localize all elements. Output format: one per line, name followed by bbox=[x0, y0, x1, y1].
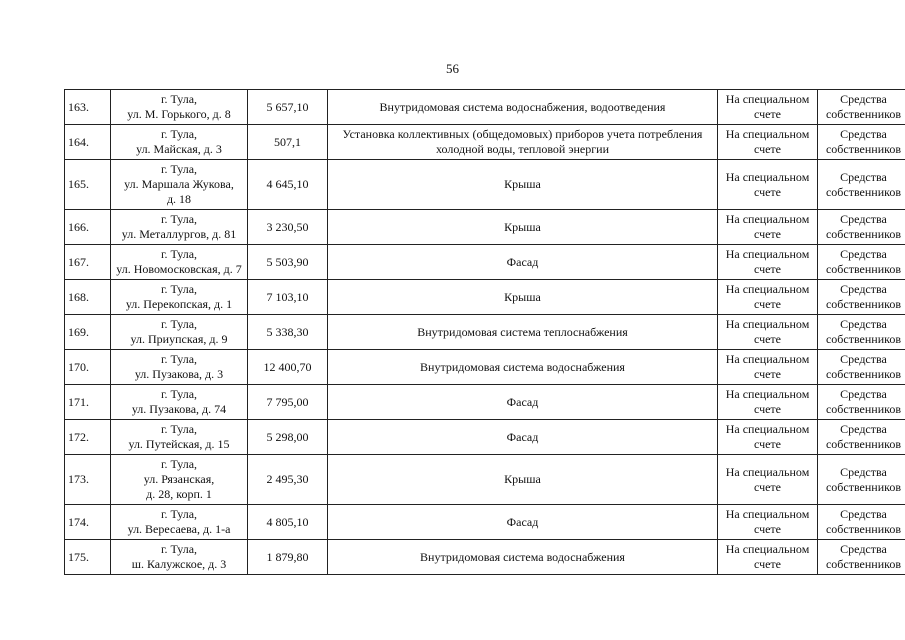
account-text: На специальном счете bbox=[725, 542, 810, 571]
row-number-text: 173. bbox=[68, 472, 89, 486]
account-text: На специальном счете bbox=[725, 212, 810, 241]
cost-cell bbox=[248, 420, 328, 455]
address-cell bbox=[111, 540, 248, 575]
address-cell bbox=[111, 245, 248, 280]
address-line: ул. Приупская, д. 9 bbox=[130, 332, 228, 346]
row-number bbox=[65, 90, 111, 125]
funding-source-text: Средства собственников bbox=[825, 127, 902, 156]
table-row bbox=[65, 210, 905, 245]
funding-source-cell bbox=[818, 315, 905, 350]
address-cell bbox=[111, 505, 248, 540]
cost-value: 3 230,50 bbox=[266, 219, 309, 234]
funding-source-cell bbox=[818, 540, 905, 575]
cost-value: 12 400,70 bbox=[263, 359, 312, 374]
cost-cell bbox=[248, 315, 328, 350]
cost-value: 4 645,10 bbox=[266, 177, 309, 191]
row-number bbox=[65, 455, 111, 505]
table-row bbox=[65, 160, 905, 210]
repair-registry-table bbox=[64, 89, 905, 575]
account-cell bbox=[718, 210, 818, 245]
account-cell bbox=[718, 160, 818, 210]
row-number-text: 163. bbox=[68, 99, 89, 114]
funding-source-cell bbox=[818, 420, 905, 455]
funding-source-cell bbox=[818, 160, 905, 210]
row-number-text: 170. bbox=[68, 359, 89, 374]
row-number-text: 166. bbox=[68, 219, 89, 234]
cost-cell bbox=[248, 245, 328, 280]
cost-value: 5 657,10 bbox=[266, 99, 309, 114]
row-number-text: 165. bbox=[68, 177, 89, 191]
city-text: г. Тула, bbox=[160, 282, 198, 296]
table-row bbox=[65, 540, 905, 575]
account-text: На специальном счете bbox=[725, 169, 810, 199]
account-text: На специальном счете bbox=[725, 92, 810, 121]
city-text: г. Тула, bbox=[160, 162, 198, 176]
account-text: На специальном счете bbox=[725, 464, 810, 494]
work-type-cell bbox=[328, 350, 718, 385]
account-cell bbox=[718, 125, 818, 160]
account-text: На специальном счете bbox=[725, 507, 810, 536]
cost-value: 7 103,10 bbox=[266, 289, 309, 304]
funding-source-text: Средства собственников bbox=[825, 282, 902, 311]
city-text: г. Тула, bbox=[160, 212, 198, 226]
funding-source-text: Средства собственников bbox=[825, 422, 902, 451]
address-cell bbox=[111, 280, 248, 315]
city-text: г. Тула, bbox=[160, 542, 198, 556]
cost-value: 4 805,10 bbox=[266, 514, 309, 529]
row-number-text: 167. bbox=[68, 254, 89, 269]
row-number bbox=[65, 540, 111, 575]
row-number-text: 168. bbox=[68, 289, 89, 304]
address-line: ул. Металлургов, д. 81 bbox=[121, 227, 237, 241]
account-cell bbox=[718, 90, 818, 125]
city-text: г. Тула, bbox=[160, 387, 198, 401]
cost-cell bbox=[248, 125, 328, 160]
work-type-text: Крыша bbox=[504, 177, 541, 191]
table-row bbox=[65, 245, 905, 280]
cost-value: 5 338,30 bbox=[266, 324, 309, 339]
table-body bbox=[65, 90, 905, 575]
table-row bbox=[65, 385, 905, 420]
work-type-text: Фасад bbox=[506, 254, 539, 269]
cost-cell bbox=[248, 385, 328, 420]
city-text: г. Тула, bbox=[160, 457, 198, 471]
account-text: На специальном счете bbox=[725, 247, 810, 276]
funding-source-text: Средства собственников bbox=[825, 387, 902, 416]
cost-cell bbox=[248, 210, 328, 245]
cost-cell bbox=[248, 160, 328, 210]
cost-cell bbox=[248, 350, 328, 385]
cost-value: 5 503,90 bbox=[266, 254, 309, 269]
address-cell bbox=[111, 350, 248, 385]
cost-cell bbox=[248, 455, 328, 505]
account-cell bbox=[718, 385, 818, 420]
row-number-text: 175. bbox=[68, 549, 89, 564]
work-type-text: Фасад bbox=[506, 394, 539, 409]
account-cell bbox=[718, 315, 818, 350]
row-number bbox=[65, 210, 111, 245]
city-text: г. Тула, bbox=[160, 127, 198, 141]
city-text: г. Тула, bbox=[160, 422, 198, 436]
table-row bbox=[65, 125, 905, 160]
account-cell bbox=[718, 350, 818, 385]
address-cell bbox=[111, 160, 248, 210]
table-row bbox=[65, 350, 905, 385]
work-type-cell bbox=[328, 245, 718, 280]
account-text: На специальном счете bbox=[725, 127, 810, 156]
cost-cell bbox=[248, 540, 328, 575]
account-cell bbox=[718, 280, 818, 315]
funding-source-cell bbox=[818, 505, 905, 540]
cost-value: 5 298,00 bbox=[266, 429, 309, 444]
work-type-text: Установка коллективных (общедомовых) приборов учета потребления холодной воды, тепловой энергии bbox=[342, 127, 703, 156]
cost-cell bbox=[248, 505, 328, 540]
row-number bbox=[65, 280, 111, 315]
row-number-text: 171. bbox=[68, 394, 89, 409]
city-text: г. Тула, bbox=[160, 247, 198, 261]
city-text: г. Тула, bbox=[160, 507, 198, 521]
work-type-text: Крыша bbox=[504, 219, 541, 234]
work-type-cell bbox=[328, 125, 718, 160]
address-line: ул. Вересаева, д. 1-а bbox=[127, 522, 231, 536]
funding-source-cell bbox=[818, 210, 905, 245]
address-line: ул. М. Горького, д. 8 bbox=[127, 107, 231, 121]
cost-value: 2 495,30 bbox=[266, 472, 309, 486]
funding-source-cell bbox=[818, 350, 905, 385]
funding-source-text: Средства собственников bbox=[825, 92, 902, 121]
address-line: ул. Маршала Жукова, bbox=[124, 177, 234, 191]
account-text: На специальном счете bbox=[725, 282, 810, 311]
account-text: На специальном счете bbox=[725, 422, 810, 451]
table-row bbox=[65, 505, 905, 540]
work-type-cell bbox=[328, 420, 718, 455]
work-type-text: Внутридомовая система водоснабжения bbox=[420, 359, 625, 374]
funding-source-cell bbox=[818, 280, 905, 315]
funding-source-cell bbox=[818, 245, 905, 280]
account-cell bbox=[718, 455, 818, 505]
table-row bbox=[65, 455, 905, 505]
address-line: ул. Путейская, д. 15 bbox=[128, 437, 230, 451]
city-text: г. Тула, bbox=[160, 352, 198, 366]
work-type-cell bbox=[328, 280, 718, 315]
city-text: г. Тула, bbox=[160, 92, 198, 106]
account-cell bbox=[718, 420, 818, 455]
account-cell bbox=[718, 245, 818, 280]
cost-cell bbox=[248, 280, 328, 315]
row-number bbox=[65, 350, 111, 385]
address-line: д. 18 bbox=[166, 192, 192, 206]
address-line: ул. Пузакова, д. 3 bbox=[134, 367, 224, 381]
cost-value: 1 879,80 bbox=[266, 549, 309, 564]
address-cell bbox=[111, 125, 248, 160]
funding-source-text: Средства собственников bbox=[825, 247, 902, 276]
funding-source-text: Средства собственников bbox=[825, 352, 902, 381]
address-line: ул. Новомосковская, д. 7 bbox=[116, 262, 242, 276]
work-type-text: Крыша bbox=[504, 472, 541, 486]
work-type-text: Фасад bbox=[506, 429, 539, 444]
row-number bbox=[65, 385, 111, 420]
row-number bbox=[65, 420, 111, 455]
funding-source-cell bbox=[818, 385, 905, 420]
row-number-text: 169. bbox=[68, 324, 89, 339]
cost-value: 507,1 bbox=[274, 134, 301, 149]
address-cell bbox=[111, 455, 248, 505]
work-type-text: Внутридомовая система водоснабжения bbox=[420, 549, 625, 564]
funding-source-text: Средства собственников bbox=[825, 542, 902, 571]
funding-source-text: Средства собственников bbox=[825, 212, 902, 241]
funding-source-text: Средства собственников bbox=[825, 169, 902, 199]
address-cell bbox=[111, 420, 248, 455]
account-text: На специальном счете bbox=[725, 387, 810, 416]
funding-source-cell bbox=[818, 125, 905, 160]
row-number-text: 172. bbox=[68, 429, 89, 444]
table-row bbox=[65, 315, 905, 350]
funding-source-cell bbox=[818, 455, 905, 505]
work-type-cell bbox=[328, 540, 718, 575]
city-text: г. Тула, bbox=[160, 317, 198, 331]
address-cell bbox=[111, 385, 248, 420]
account-cell bbox=[718, 505, 818, 540]
row-number bbox=[65, 160, 111, 210]
work-type-cell bbox=[328, 505, 718, 540]
work-type-cell bbox=[328, 210, 718, 245]
work-type-cell bbox=[328, 90, 718, 125]
address-line: ул. Перекопская, д. 1 bbox=[125, 297, 233, 311]
address-cell bbox=[111, 315, 248, 350]
funding-source-cell bbox=[818, 90, 905, 125]
work-type-text: Фасад bbox=[506, 514, 539, 529]
work-type-text: Крыша bbox=[504, 289, 541, 304]
row-number bbox=[65, 505, 111, 540]
cost-cell bbox=[248, 90, 328, 125]
account-text: На специальном счете bbox=[725, 352, 810, 381]
account-text: На специальном счете bbox=[725, 317, 810, 346]
page-number: 56 bbox=[446, 61, 459, 76]
address-line: д. 28, корп. 1 bbox=[146, 487, 212, 501]
work-type-cell bbox=[328, 455, 718, 505]
address-line: ш. Калужское, д. 3 bbox=[131, 557, 227, 571]
work-type-cell bbox=[328, 160, 718, 210]
row-number-text: 174. bbox=[68, 514, 89, 529]
cost-value: 7 795,00 bbox=[266, 394, 309, 409]
work-type-text: Внутридомовая система водоснабжения, водоотведения bbox=[379, 99, 666, 114]
funding-source-text: Средства собственников bbox=[825, 507, 902, 536]
address-line: ул. Пузакова, д. 74 bbox=[131, 402, 227, 416]
address-line: ул. Рязанская, bbox=[143, 472, 215, 486]
table-row bbox=[65, 420, 905, 455]
row-number-text: 164. bbox=[68, 134, 89, 149]
work-type-text: Внутридомовая система теплоснабжения bbox=[417, 324, 628, 339]
address-line: ул. Майская, д. 3 bbox=[136, 142, 222, 156]
funding-source-text: Средства собственников bbox=[825, 464, 902, 494]
work-type-cell bbox=[328, 315, 718, 350]
address-cell bbox=[111, 210, 248, 245]
table-row bbox=[65, 280, 905, 315]
row-number bbox=[65, 315, 111, 350]
funding-source-text: Средства собственников bbox=[825, 317, 902, 346]
row-number bbox=[65, 245, 111, 280]
row-number bbox=[65, 125, 111, 160]
work-type-cell bbox=[328, 385, 718, 420]
account-cell bbox=[718, 540, 818, 575]
table-row bbox=[65, 90, 905, 125]
address-cell bbox=[111, 90, 248, 125]
